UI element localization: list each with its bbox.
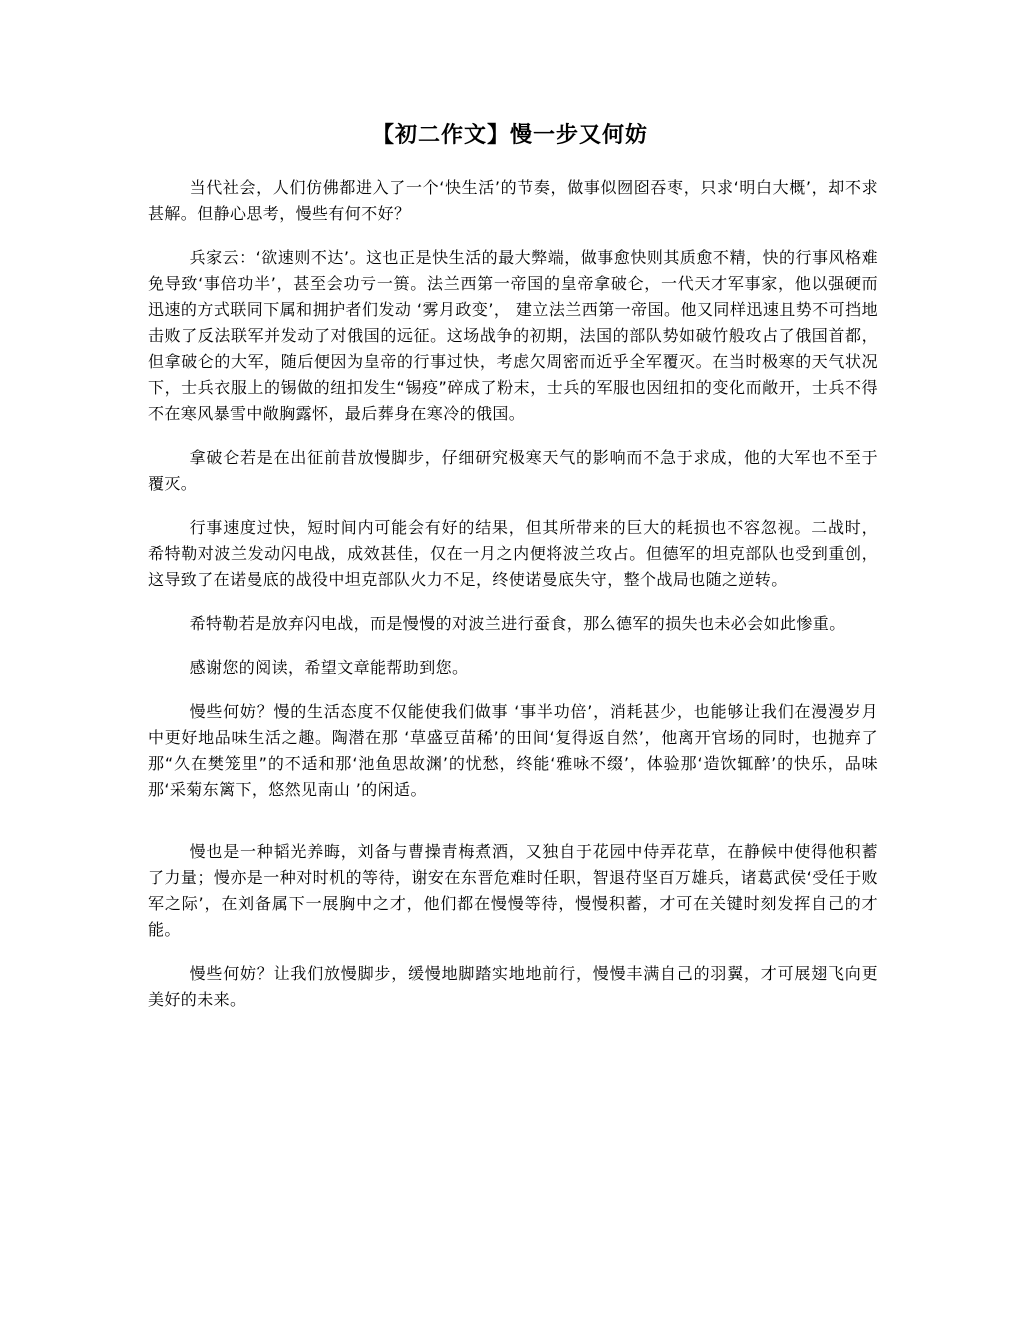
article-body (148, 175, 878, 1031)
paragraph-napoleon: 兵家云：‘欲速则不达’。这也正是快生活的最大弊端，做事愈快则其质愈不精，快的行事风格难免导致‘事倍功半’，甚至会功亏一篑。法兰西第一帝国的皇帝拿破仑，一代天才军事家，他以强硬而迅速的方式联同下属和拥护者们发动 ‘雾月政变’， 建立法兰西第一帝国。他又同样迅速且势不可挡地击败了反法联军并发动了对俄国的远征。这场战争的初期，法国的部队势如破竹般攻占了俄国首都，但拿破仑的大军，随后便因为皇帝的行事过快，考虑欠周密而近乎全军覆灭。在当时极寒的天气状况下，士兵衣服上的锡做的纽扣发生“锡疫”碎成了粉末，士兵的军服也因纽扣的变化而敞开，士兵不得不在寒风暴雪中敞胸露怀，最后葬身在寒冷的俄国。 (148, 248, 878, 423)
paragraph-thanks: 感谢您的阅读，希望文章能帮助到您。 (189, 658, 469, 677)
paragraph-patience: 慢也是一种韬光养晦，刘备与曹操青梅煮酒，又独自于花园中侍弄花草，在静候中使得他积蓄了力量；慢亦是一种对时机的等待，谢安在东晋危难时任职，智退苻坚百万雄兵，诸葛武侯‘受任于败军之际’，在刘备属下一展胸中之才，他们都在慢慢等待，慢慢积蓄，才可在关键时刻发挥自己的才能。 (148, 842, 878, 939)
paragraph-hitler-reflection: 希特勒若是放弃闪电战，而是慢慢的对波兰进行蚕食，那么德军的损失也未必会如此惨重。 (189, 614, 846, 633)
paragraph-conclusion: 慢些何妨？让我们放慢脚步，缓慢地脚踏实地地前行，慢慢丰满自己的羽翼，才可展翅飞向更美好的未来。 (148, 964, 878, 1009)
paragraph-napoleon-reflection: 拿破仑若是在出征前昔放慢脚步，仔细研究极寒天气的影响而不急于求成，他的大军也不至于覆灭。 (148, 448, 878, 493)
paragraph-tao-qian: 慢些何妨？慢的生活态度不仅能使我们做事 ‘事半功倍’，消耗甚少，也能够让我们在漫漫岁月中更好地品味生活之趣。陶潜在那 ‘草盛豆苗稀’的田间‘复得返自然’，他离开官场的同时，也抛弃了那“久在樊笼里”的不适和那‘池鱼思故渊’的忧愁，终能‘雅咏不缀’，体验那‘造饮辄醉’的快乐，品味那‘采菊东篱下，悠然见南山 ’的闲适。 (148, 702, 878, 799)
paragraph-hitler: 行事速度过快，短时间内可能会有好的结果，但其所带来的巨大的耗损也不容忽视。二战时，希特勒对波兰发动闪电战，成效甚佳，仅在一月之内便将波兰攻占。但德军的坦克部队也受到重创，这导致了在诺曼底的战役中坦克部队火力不足，终使诺曼底失守，整个战局也随之逆转。 (148, 518, 878, 589)
document-title: 【初二作文】慢一步又何妨 (371, 123, 648, 148)
paragraph-intro: 当代社会，人们仿佛都进入了一个‘快生活’的节奏，做事似囫囵吞枣，只求‘明白大概’，却不求甚解。但静心思考，慢些有何不好？ (148, 178, 878, 223)
